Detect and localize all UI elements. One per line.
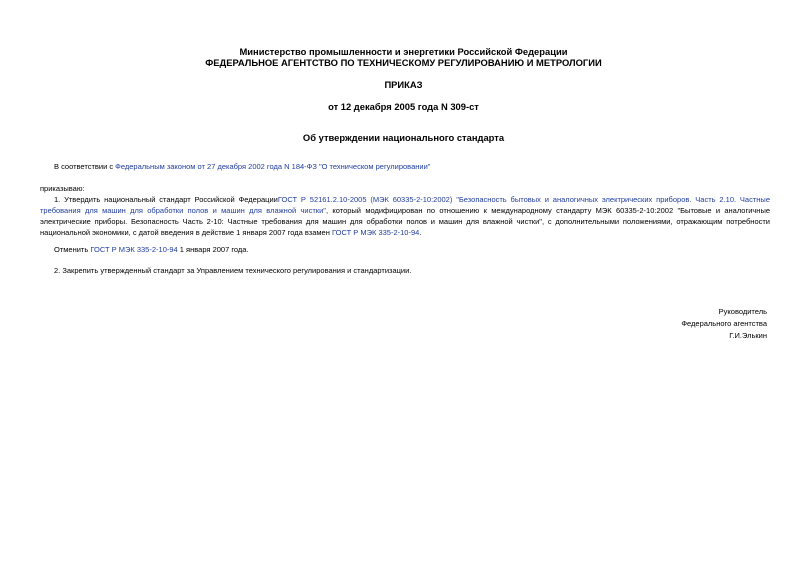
item-2-paragraph: 2. Закрепить утвержденный стандарт за Управлением технического регулирования и стандартизации. [54,266,412,275]
signature-block [681,306,767,342]
item-1-text-middle: , который модифицирован по отношению к международному стандарту МЭК 60335-2-10:2002 "Бытовые и аналогичные электрические приборы. Безопасность Часть 2-10: Частные требования для машин для обработки полов и машин для влажной чистки", с дополнительными положениями, отражающим потребности национальной экономики, с датой введения в действие 1 января 2007 года взамен [40,206,771,237]
cancel-text: Отменить [54,245,91,254]
item-1-text-start: 1. Утвердить национальный стандарт Российской Федерации [54,195,278,204]
preamble-paragraph [40,161,770,172]
order-word: приказываю: [40,184,85,193]
document-subject: Об утверждении национального стандарта [302,132,505,143]
agency-title: ФЕДЕРАЛЬНОЕ АГЕНТСТВО ПО ТЕХНИЧЕСКОМУ РЕГУЛИРОВАНИЮ И МЕТРОЛОГИИ [205,57,602,68]
ministry-title: Министерство промышленности и энергетики Российской Федерации [239,46,568,57]
signature-organization: Федерального агентства [681,319,767,328]
federal-law-link[interactable]: Федеральным законом от 27 декабря 2002 года N 184-ФЗ "О техническом регулировании" [115,162,431,171]
cancel-paragraph [40,244,770,255]
standard-link[interactable]: ГОСТ Р 52161.2.10-2005 (МЭК 60335-2-10:2002) "Безопасность бытовых и аналогичных электрических приборов. Часть 2.10. Частные требования для машин для обработки полов и машин для влажной чистки" [40,195,770,215]
signature-name: Г.И.Элькин [729,331,767,340]
cancelled-standard-link[interactable]: ГОСТ Р МЭК 335-2-10-94 [90,245,178,254]
item-1-paragraph [40,194,770,238]
cancel-date-text: 1 января 2007 года. [177,245,249,254]
preamble-text: В соответствии с [54,162,116,171]
document-date-number: от 12 декабря 2005 года N 309-ст [328,101,479,112]
replaced-standard-link[interactable]: ГОСТ Р МЭК 335-2-10-94 [331,228,420,237]
signature-position: Руководитель [718,307,767,316]
document-type: ПРИКАЗ [384,79,423,90]
item-1-text-end: . [419,228,422,237]
